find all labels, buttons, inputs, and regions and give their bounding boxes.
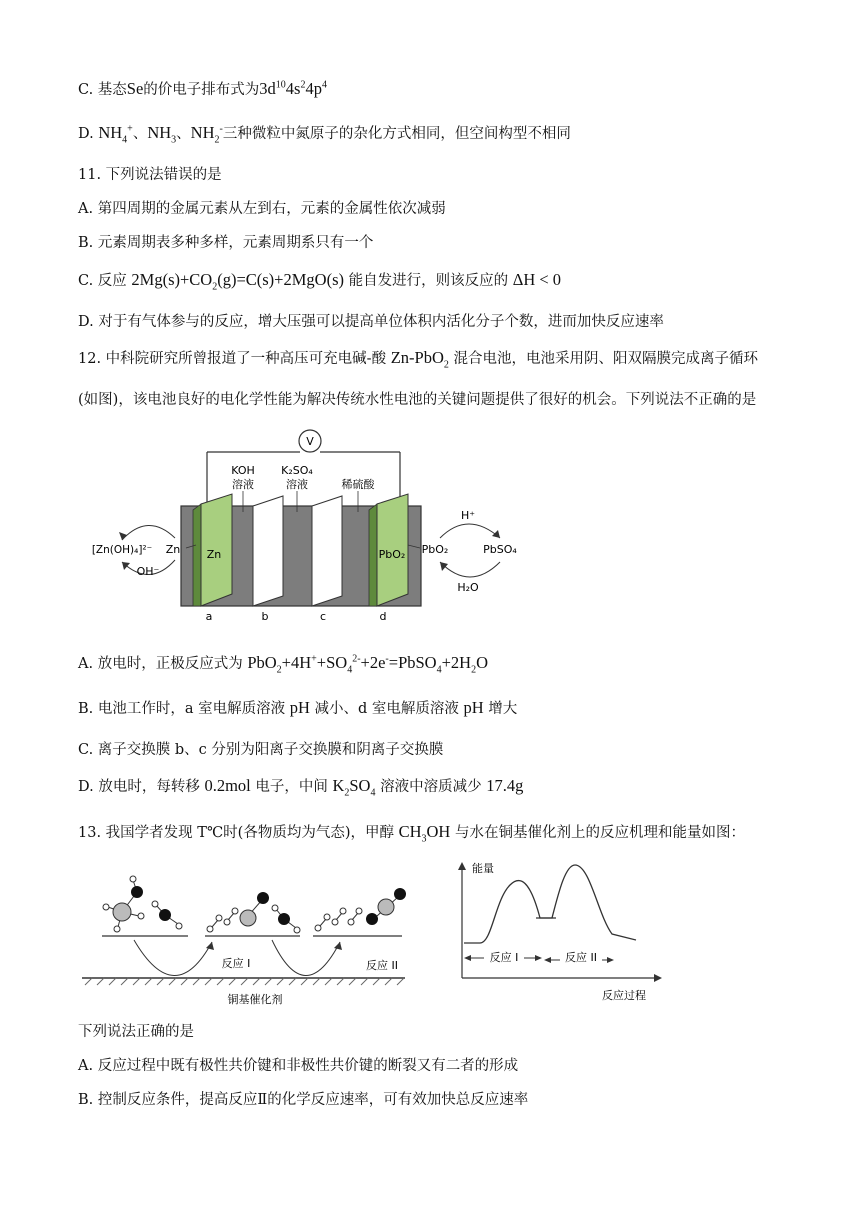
- mechanism-diagram: [80, 860, 410, 1010]
- q11-stem: 11. 下列说法错误的是: [78, 167, 222, 183]
- q11-option-c: C. 反应 $2Mg(s)+CO_2(g)=C(s)+2MgO(s)$ 能自发进行，则该反应的 ΔH < 0: [78, 270, 562, 293]
- battery-diagram: [85, 428, 535, 626]
- q11-option-d: D. 对于有气体参与的反应，增大压强可以提高单位体积内活化分子个数，进而加快反应速率: [78, 314, 664, 330]
- pbso4-label: PbSO₄: [483, 543, 517, 556]
- membrane-c: [312, 496, 342, 606]
- koh-solution-label: 溶液: [232, 478, 254, 491]
- energy-reaction-2-label: 反应 II: [565, 951, 597, 964]
- hydroxide-label: OH⁻: [136, 565, 160, 578]
- label-a: a: [205, 610, 213, 623]
- label-c: c: [319, 610, 327, 623]
- catalyst-label: 铜基催化剂: [227, 993, 283, 1006]
- hplus-label: H⁺: [460, 509, 476, 522]
- q12-stem-line2: (如图)，该电池良好的电化学性能为解决传统水性电池的关键问题提供了很好的机会。下列说法不正确的是: [78, 392, 757, 408]
- q13-ask: 下列说法正确的是: [78, 1024, 194, 1040]
- zn-outer-label: Zn: [165, 543, 181, 556]
- koh-label: KOH: [231, 464, 255, 477]
- zn-inner-label: Zn: [206, 548, 222, 561]
- zincate-label: [Zn(OH)₄]²⁻: [91, 544, 153, 556]
- voltmeter-label: V: [306, 435, 314, 448]
- q12-option-a: A. 放电时，正极反应式为 $PbO_2+4H^++SO_4^{2-}+2e^-=PbSO_4+2H_2O$: [78, 653, 488, 676]
- k2so4-label: K₂SO₄: [281, 464, 313, 477]
- k2so4-solution-label: 溶液: [286, 478, 308, 491]
- q12-option-b: B. 电池工作时，a 室电解质溶液 pH 减小、d 室电解质溶液 pH 增大: [78, 698, 518, 717]
- q11-option-a: A. 第四周期的金属元素从左到右，元素的金属性依次减弱: [78, 201, 446, 217]
- mech-reaction-2-label: 反应 II: [366, 959, 398, 972]
- progress-axis-label: 反应过程: [602, 989, 646, 1002]
- q10-option-d: D. $NH_4^+$、$NH_3$、$NH_2^-$三种微粒中氮原子的杂化方式相同，但空间构型不相同: [78, 123, 571, 146]
- label-b: b: [261, 610, 269, 623]
- q13-option-b: B. 控制反应条件，提高反应Ⅱ的化学反应速率，可有效加快总反应速率: [78, 1092, 529, 1108]
- q13-option-a: A. 反应过程中既有极性共价键和非极性共价键的断裂又有二者的形成: [78, 1058, 519, 1074]
- mech-reaction-1-label: 反应 I: [221, 957, 251, 970]
- pbo2-inner-label: PbO₂: [378, 548, 406, 561]
- water-label: H₂O: [457, 581, 479, 594]
- q12-option-c: C. 离子交换膜 b、c 分别为阳离子交换膜和阴离子交换膜: [78, 742, 444, 758]
- energy-reaction-1-label: 反应 I: [489, 951, 519, 964]
- acid-label: 稀硫酸: [341, 478, 375, 491]
- membrane-b: [253, 496, 283, 606]
- q12-option-d: D. 放电时，每转移 0.2mol 电子，中间 $K_2SO_4$ 溶液中溶质减少 17.4g: [78, 776, 524, 799]
- q11-option-b: B. 元素周期表多种多样，元素周期系只有一个: [78, 235, 374, 251]
- energy-axis-label: 能量: [472, 862, 494, 875]
- pbo2-outer-label: PbO₂: [421, 543, 449, 556]
- q10-option-c: C. 基态Se的价电子排布式为$3d^{10}4s^24p^4$: [78, 79, 327, 98]
- q13-stem: 13. 我国学者发现 T℃时(各物质均为气态)，甲醇 $CH_3OH$ 与水在铜基催化剂上的反应机理和能量如图：: [78, 822, 745, 845]
- energy-diagram: [440, 858, 690, 1008]
- label-d: d: [379, 610, 387, 623]
- q12-stem-line1: 12. 中科院研究所曾报道了一种高压可充电碱-酸 Zn-PbO$_2$ 混合电池，电池采用阴、阳双隔膜完成离子循环: [78, 348, 758, 371]
